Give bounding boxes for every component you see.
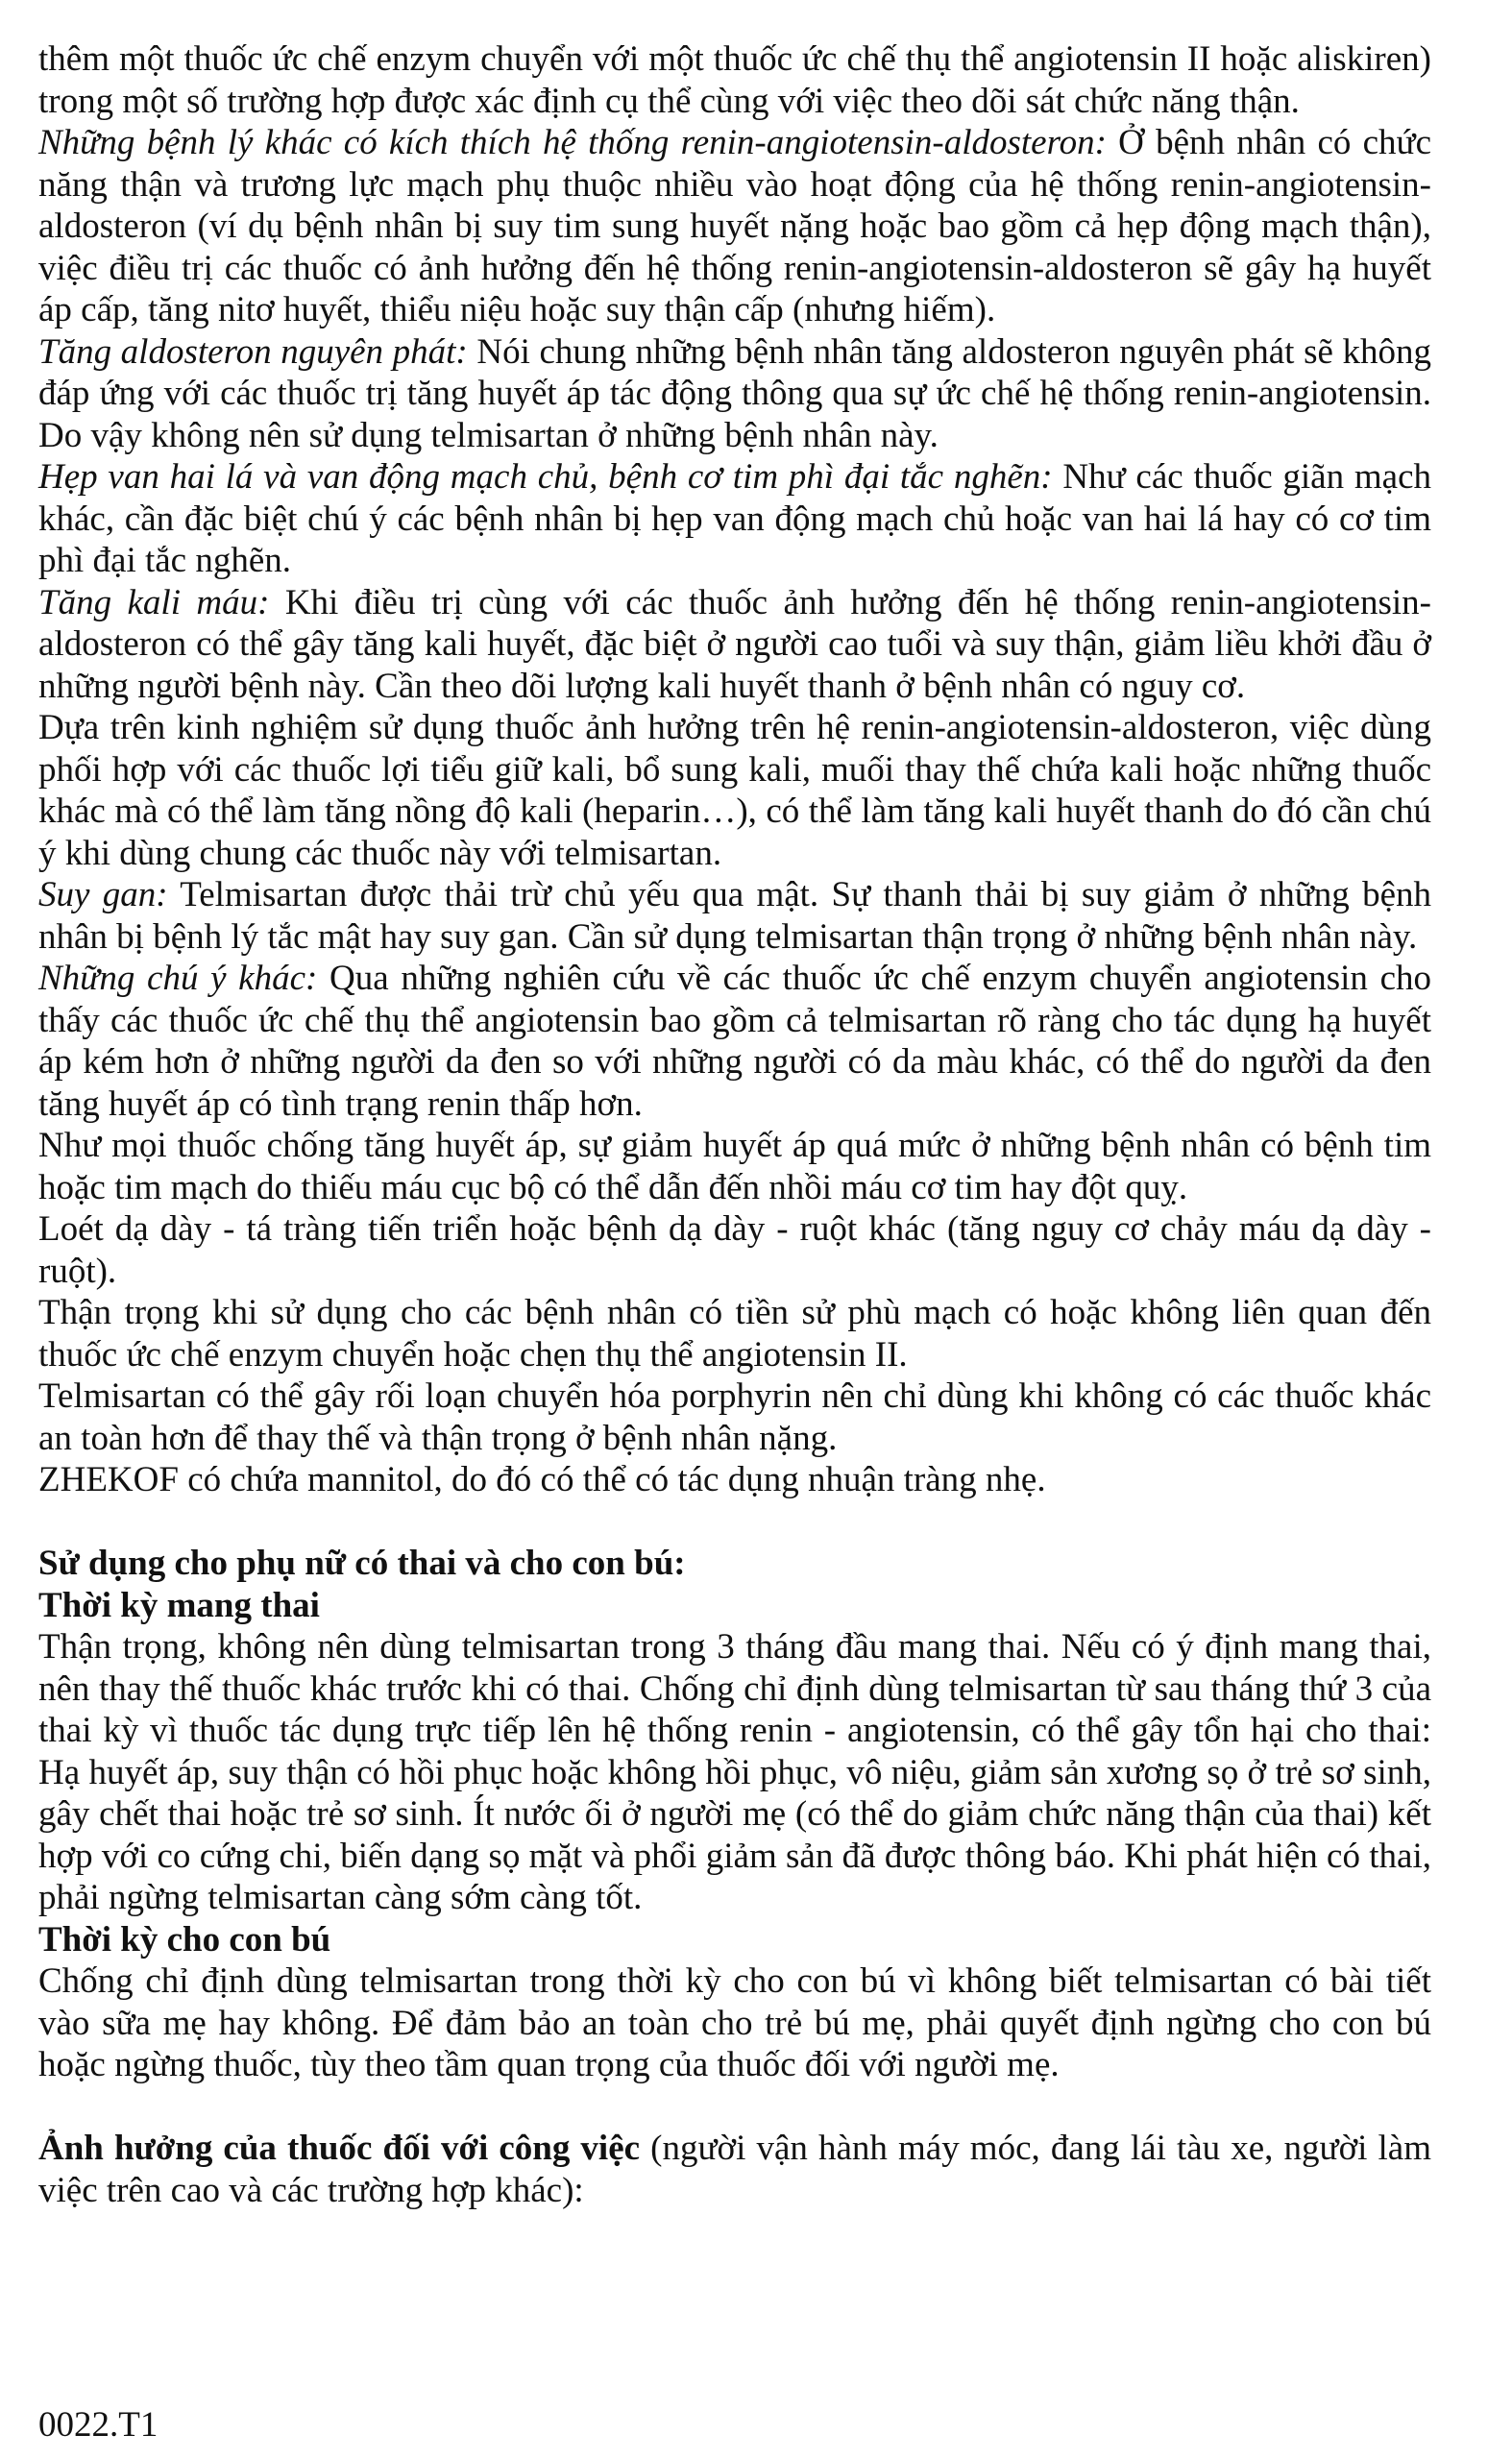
paragraph-hyperkalemia: Tăng kali máu: Khi điều trị cùng với các thuốc ảnh hưởng đến hệ thống renin-angiotensin-aldosteron có thể gây tăng kali huyết, đặc biệt ở người cao tuổi và suy thận, giảm liều khởi đầu ở những người bệnh này. Cần theo dõi lượng kali huyết thanh ở bệnh nhân có nguy cơ. (38, 582, 1431, 706)
paragraph-lead: Những bệnh lý khác có kích thích hệ thống renin-angiotensin-aldosteron: (38, 123, 1107, 162)
subheading-pregnancy: Thời kỳ mang thai (38, 1585, 320, 1625)
paragraph-mannitol: ZHEKOF có chứa mannitol, do đó có thể có tác dụng nhuận tràng nhẹ. (38, 1460, 1046, 1499)
document-code: 0022.T1 (38, 2405, 159, 2445)
paragraph-renal-monitoring: thêm một thuốc ức chế enzym chuyển với một thuốc ức chế thụ thể angiotensin II hoặc aliskiren) trong một số trường hợp được xác định cụ thể cùng với việc theo dõi sát chức năng thận. (38, 39, 1431, 121)
section-heading-driving: Ảnh hưởng của thuốc đối với công việc (38, 2129, 641, 2168)
subheading-lactation: Thời kỳ cho con bú (38, 1919, 331, 1960)
paragraph-other-notes: Những chú ý khác: Qua những nghiên cứu về các thuốc ức chế enzym chuyển angiotensin cho thấy các thuốc ức chế thụ thể angiotensin bao gồm cả telmisartan rõ ràng cho tác dụng hạ huyết áp kém hơn ở những người da đen so với những người có da màu khác, có thể do người da đen tăng huyết áp có tình trạng renin thấp hơn. (38, 959, 1432, 1124)
paragraph-peptic-ulcer: Loét dạ dày - tá tràng tiến triển hoặc bệnh dạ dày - ruột khác (tăng nguy cơ chảy máu dạ dày - ruột). (38, 1209, 1431, 1291)
paragraph-raas-stimulation: Những bệnh lý khác có kích thích hệ thống renin-angiotensin-aldosteron: Ở bệnh nhân có chức năng thận và trương lực mạch phụ thuộc nhiều vào hoạt động của hệ thống renin-angiotensin-aldosteron (ví dụ bệnh nhân bị suy tim sung huyết nặng hoặc bao gồm cả hẹp động mạch thận), việc điều trị các thuốc có ảnh hưởng đến hệ thống renin-angiotensin-aldosteron sẽ gây hạ huyết áp cấp, tăng nitơ huyết, thiểu niệu hoặc suy thận cấp (nhưng hiếm). (38, 123, 1431, 329)
paragraph-excessive-hypotension: Như mọi thuốc chống tăng huyết áp, sự giảm huyết áp quá mức ở những bệnh nhân có bệnh tim hoặc tim mạch do thiếu máu cục bộ có thể dẫn đến nhồi máu cơ tim hay đột quỵ. (38, 1126, 1431, 1207)
paragraph-lead: Những chú ý khác: (38, 959, 318, 998)
document-page (38, 38, 1431, 2211)
paragraph-lead: Tăng kali máu: (38, 582, 270, 622)
paragraph-valve-stenosis: Hẹp van hai lá và van động mạch chủ, bệnh cơ tim phì đại tắc nghẽn: Như các thuốc giãn mạch khác, cần đặc biệt chú ý các bệnh nhân bị hẹp van động mạch chủ hoặc van hai lá hay có cơ tim phì đại tắc nghẽn. (38, 457, 1431, 580)
paragraph-pregnancy: Thận trọng, không nên dùng telmisartan trong 3 tháng đầu mang thai. Nếu có ý định mang thai, nên thay thế thuốc khác trước khi có thai. Chống chỉ định dùng telmisartan từ sau tháng thứ 3 của thai kỳ vì thuốc tác dụng trực tiếp lên hệ thống renin - angiotensin, có thể gây tổn hại cho thai: Hạ huyết áp, suy thận có hồi phục hoặc không hồi phục, vô niệu, giảm sản xương sọ ở trẻ sơ sinh, gây chết thai hoặc trẻ sơ sinh. Ít nước ối ở người mẹ (có thể do giảm chức năng thận của thai) kết hợp với co cứng chi, biến dạng sọ mặt và phổi giảm sản đã được thông báo. Khi phát hiện có thai, phải ngừng telmisartan càng sớm càng tốt. (38, 1627, 1431, 1917)
paragraph-porphyria: Telmisartan có thể gây rối loạn chuyển hóa porphyrin nên chỉ dùng khi không có các thuốc khác an toàn hơn để thay thế và thận trọng ở bệnh nhân nặng. (38, 1376, 1431, 1458)
paragraph-lead: Suy gan: (38, 875, 168, 914)
paragraph-primary-aldosteronism: Tăng aldosteron nguyên phát: Nói chung những bệnh nhân tăng aldosteron nguyên phát sẽ không đáp ứng với các thuốc trị tăng huyết áp tác động thông qua sự ức chế hệ thống renin-angiotensin. Do vậy không nên sử dụng telmisartan ở những bệnh nhân này. (38, 331, 1431, 455)
paragraph-lactation: Chống chỉ định dùng telmisartan trong thời kỳ cho con bú vì không biết telmisartan có bài tiết vào sữa mẹ hay không. Để đảm bảo an toàn cho trẻ bú mẹ, phải quyết định ngừng cho con bú hoặc ngừng thuốc, tùy theo tầm quan trọng của thuốc đối với người mẹ. (38, 1961, 1431, 2084)
paragraph-driving-machinery: Ảnh hưởng của thuốc đối với công việc (người vận hành máy móc, đang lái tàu xe, người làm việc trên cao và các trường hợp khác): (38, 2129, 1431, 2210)
paragraph-lead: Hẹp van hai lá và van động mạch chủ, bệnh cơ tim phì đại tắc nghẽn: (38, 457, 1053, 497)
paragraph-lead: Tăng aldosteron nguyên phát: (38, 331, 468, 372)
section-heading-pregnancy-lactation: Sử dụng cho phụ nữ có thai và cho con bú: (38, 1544, 686, 1583)
paragraph-potassium-interaction: Dựa trên kinh nghiệm sử dụng thuốc ảnh hưởng trên hệ renin-angiotensin-aldosteron, việc dùng phối hợp với các thuốc lợi tiểu giữ kali, bổ sung kali, muối thay thế chứa kali hoặc những thuốc khác mà có thể làm tăng nồng độ kali (heparin…), có thể làm tăng kali huyết thanh do đó cần chú ý khi dùng chung các thuốc này với telmisartan. (38, 708, 1431, 873)
paragraph-angioedema: Thận trọng khi sử dụng cho các bệnh nhân có tiền sử phù mạch có hoặc không liên quan đến thuốc ức chế enzym chuyển hoặc chẹn thụ thể angiotensin II. (38, 1293, 1431, 1375)
paragraph-hepatic-impairment: Suy gan: Telmisartan được thải trừ chủ yếu qua mật. Sự thanh thải bị suy giảm ở những bệnh nhân bị bệnh lý tắc mật hay suy gan. Cần sử dụng telmisartan thận trọng ở những bệnh nhân này. (38, 875, 1431, 957)
